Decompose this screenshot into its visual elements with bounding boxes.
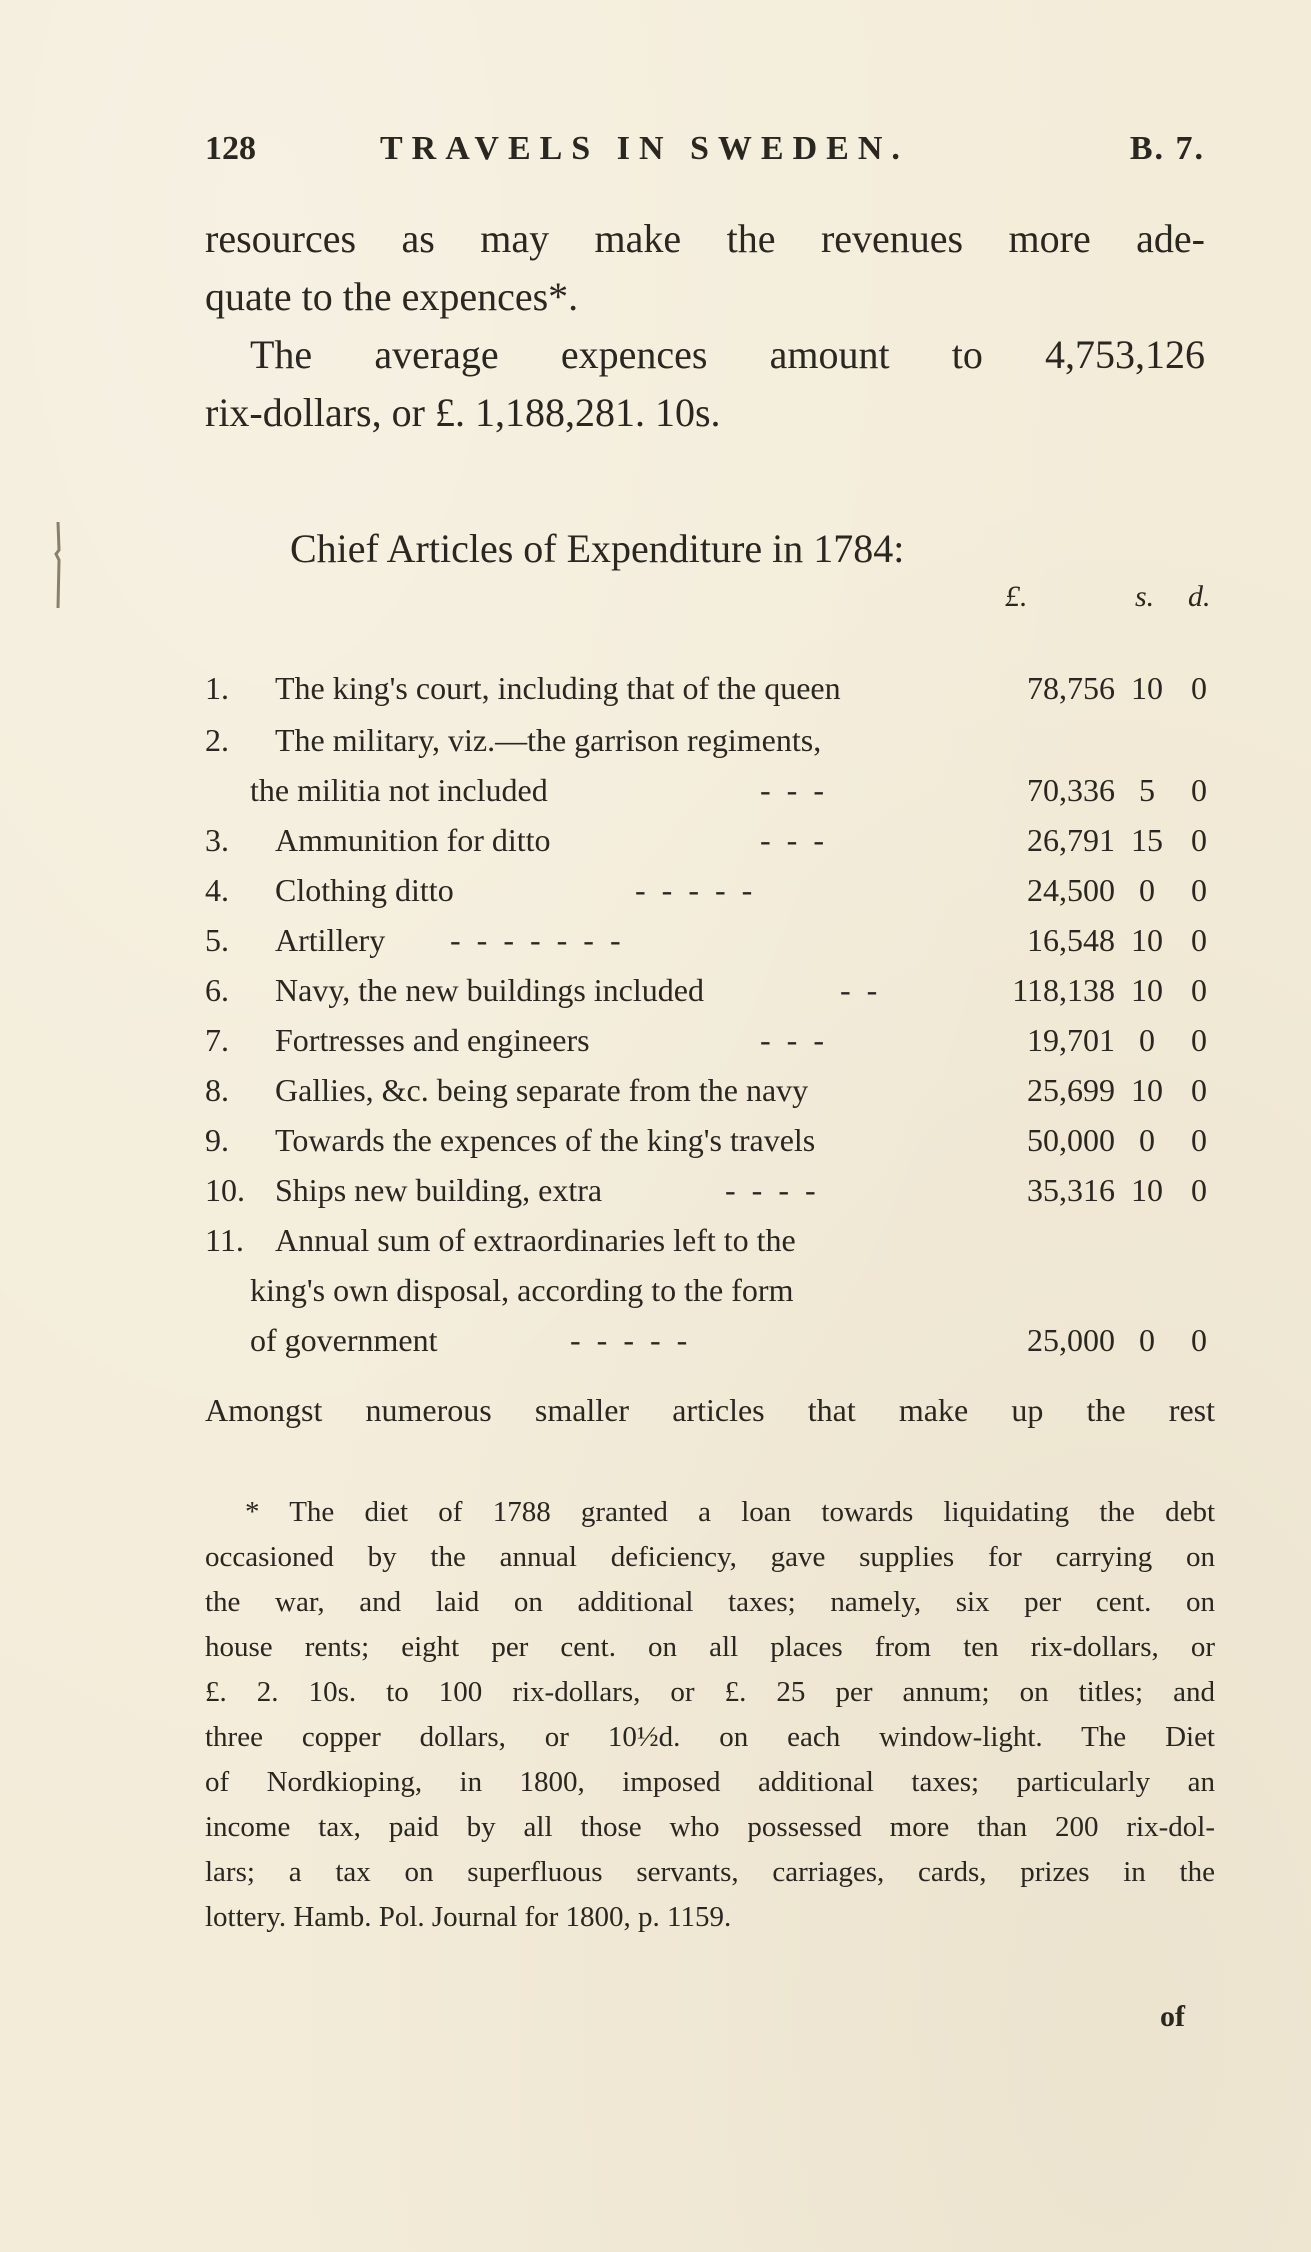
table-row-continuation — [205, 1272, 1215, 1316]
row-pence: 0 — [1191, 1172, 1207, 1208]
row-description: Navy, the new buildings included — [275, 972, 704, 1008]
row-pence: 0 — [1191, 922, 1207, 958]
row-number: 1. — [205, 670, 229, 706]
row-pounds: 26,791 — [1027, 822, 1115, 858]
running-title: TRAVELS IN SWEDEN. — [380, 130, 909, 167]
row-pence: 0 — [1191, 1122, 1207, 1158]
table-row — [205, 1122, 1215, 1166]
row-description: Towards the expences of the king's travels — [275, 1122, 816, 1158]
row-description: of government — [250, 1322, 438, 1358]
footnote — [205, 1490, 1215, 1940]
running-head — [205, 130, 1205, 170]
row-number: 11. — [205, 1222, 244, 1258]
catchword: of — [1160, 2000, 1185, 2033]
row-number: 3. — [205, 822, 229, 858]
row-description: Annual sum of extraordinaries left to the — [275, 1222, 796, 1258]
row-description: Artillery — [275, 922, 386, 958]
pounds-column-header: £. — [1005, 580, 1028, 613]
leader-dashes: - - - - — [725, 1172, 820, 1208]
row-pounds: 24,500 — [1027, 872, 1115, 908]
table-row — [205, 972, 1215, 1016]
leader-dashes: - - - — [760, 772, 828, 808]
footnote-line: income tax, paid by all those who possessed more than 200 rix-dol- — [205, 1811, 1215, 1843]
row-shillings: 10 — [1131, 1172, 1163, 1208]
table-row — [205, 722, 1215, 766]
row-pence: 0 — [1191, 1022, 1207, 1058]
leader-dashes: - - - - - — [635, 872, 757, 908]
row-description: Gallies, &c. being separate from the navy — [275, 1072, 809, 1108]
table-row — [205, 1222, 1215, 1266]
pence-column-header: d. — [1188, 580, 1211, 613]
row-description: Clothing ditto — [275, 872, 454, 908]
closing-line: Amongst numerous smaller articles that make up the rest — [205, 1392, 1215, 1428]
row-number: 9. — [205, 1122, 229, 1158]
row-description: Ships new building, extra — [275, 1172, 603, 1208]
row-pence: 0 — [1191, 772, 1207, 808]
row-number: 5. — [205, 922, 229, 958]
page-number: 128 — [205, 130, 256, 167]
body-line: resources as may make the revenues more ade- — [205, 216, 1205, 261]
leader-dashes: - - - - - - - — [450, 922, 625, 958]
table-row — [205, 1022, 1215, 1066]
row-pence: 0 — [1191, 1072, 1207, 1108]
leader-dashes: - - - — [760, 1022, 828, 1058]
footnote-line: £. 2. 10s. to 100 rix-dollars, or £. 25 per annum; on titles; and — [205, 1676, 1215, 1708]
row-description: the militia not included — [250, 772, 548, 808]
row-number: 6. — [205, 972, 229, 1008]
table-row — [205, 670, 1215, 714]
table-row — [205, 872, 1215, 916]
row-number: 8. — [205, 1072, 229, 1108]
row-shillings: 10 — [1131, 1072, 1163, 1108]
row-number: 7. — [205, 1022, 229, 1058]
body-line: The average expences amount to 4,753,126 — [250, 332, 1205, 377]
footnote-line: occasioned by the annual deficiency, gave supplies for carrying on — [205, 1541, 1215, 1573]
leader-dashes: - - - - - — [570, 1322, 692, 1358]
footnote-line: the war, and laid on additional taxes; namely, six per cent. on — [205, 1586, 1215, 1618]
row-description: The king's court, including that of the queen — [275, 670, 841, 706]
table-row-continuation — [205, 772, 1215, 816]
footnote-line: lottery. Hamb. Pol. Journal for 1800, p. 1159. — [205, 1901, 732, 1933]
row-description: king's own disposal, according to the form — [250, 1272, 794, 1308]
leader-dashes: - - - — [760, 822, 828, 858]
row-description: Fortresses and engineers — [275, 1022, 590, 1058]
row-pounds: 118,138 — [1012, 972, 1115, 1008]
footnote-line: of Nordkioping, in 1800, imposed additional taxes; particularly an — [205, 1766, 1215, 1798]
body-line: quate to the expences*. — [205, 274, 579, 319]
shillings-column-header: s. — [1135, 580, 1155, 613]
row-shillings: 10 — [1131, 972, 1163, 1008]
table-row — [205, 1072, 1215, 1116]
row-pounds: 50,000 — [1027, 1122, 1115, 1158]
table-row-continuation — [205, 1322, 1215, 1366]
table-row — [205, 822, 1215, 866]
row-number: 10. — [205, 1172, 245, 1208]
row-shillings: 0 — [1139, 872, 1155, 908]
row-pounds: 25,000 — [1027, 1322, 1115, 1358]
footnote-line: house rents; eight per cent. on all places from ten rix-dollars, or — [205, 1631, 1215, 1663]
row-pounds: 78,756 — [1027, 670, 1115, 706]
table-row — [205, 922, 1215, 966]
row-description: Ammunition for ditto — [275, 822, 551, 858]
row-shillings: 5 — [1139, 772, 1155, 808]
row-number: 2. — [205, 722, 229, 758]
table-row — [205, 1172, 1215, 1216]
row-pounds: 25,699 — [1027, 1072, 1115, 1108]
row-pounds: 70,336 — [1027, 772, 1115, 808]
row-shillings: 15 — [1131, 822, 1163, 858]
row-pence: 0 — [1191, 972, 1207, 1008]
footnote-line: * The diet of 1788 granted a loan towards liquidating the debt — [245, 1496, 1215, 1528]
row-pence: 0 — [1191, 822, 1207, 858]
row-shillings: 0 — [1139, 1022, 1155, 1058]
footnote-line: lars; a tax on superfluous servants, carriages, cards, prizes in the — [205, 1856, 1215, 1888]
row-number: 4. — [205, 872, 229, 908]
row-pence: 0 — [1191, 1322, 1207, 1358]
row-pounds: 16,548 — [1027, 922, 1115, 958]
row-shillings: 0 — [1139, 1322, 1155, 1358]
row-pence: 0 — [1191, 670, 1207, 706]
row-shillings: 10 — [1131, 922, 1163, 958]
margin-ink-mark — [50, 520, 66, 610]
row-pounds: 19,701 — [1027, 1022, 1115, 1058]
book-number: B. 7. — [1129, 130, 1205, 167]
table-title: Chief Articles of Expenditure in 1784: — [290, 526, 905, 571]
row-pence: 0 — [1191, 872, 1207, 908]
row-shillings: 0 — [1139, 1122, 1155, 1158]
body-line: rix-dollars, or £. 1,188,281. 10s. — [205, 390, 721, 435]
row-pounds: 35,316 — [1027, 1172, 1115, 1208]
row-shillings: 10 — [1131, 670, 1163, 706]
row-description: The military, viz.—the garrison regiments, — [275, 722, 822, 758]
leader-dashes: - - — [840, 972, 882, 1008]
body-paragraph — [205, 210, 1205, 442]
footnote-line: three copper dollars, or 10½d. on each window-light. The Diet — [205, 1721, 1215, 1753]
